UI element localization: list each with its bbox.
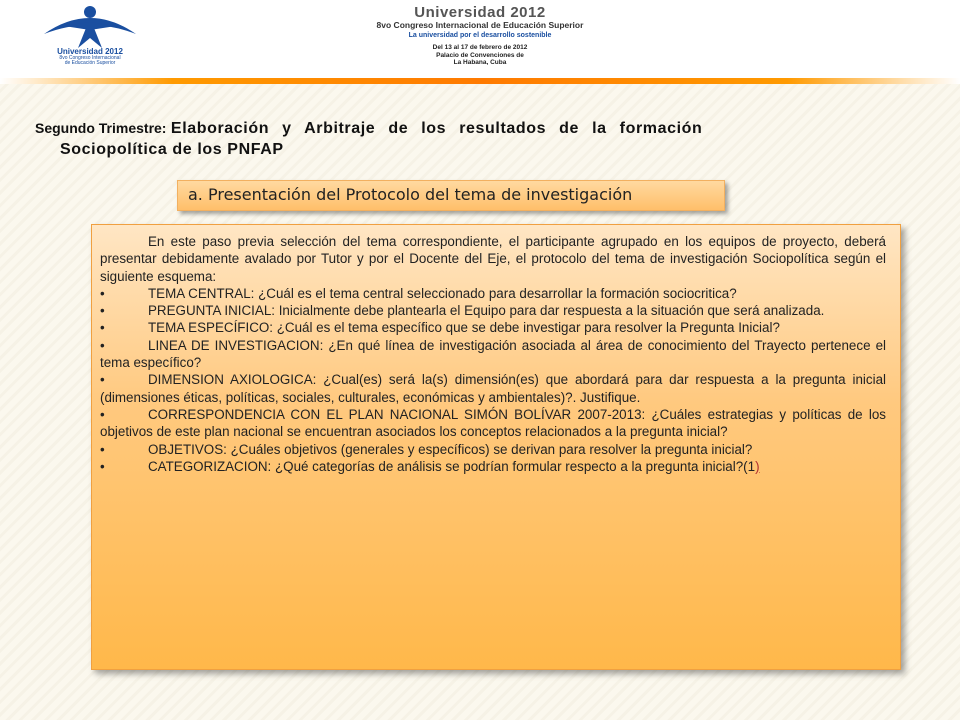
- list-item: [100, 371, 886, 406]
- conference-subtitle: 8vo Congreso Internacional de Educación Superior: [376, 20, 584, 31]
- content-box: [91, 224, 901, 670]
- logo-title: Universidad 2012: [57, 47, 123, 56]
- list-item: [100, 319, 886, 336]
- list-item-text: TEMA CENTRAL: ¿Cuál es el tema central seleccionado para desarrollar la formación sociocritica?: [148, 285, 737, 301]
- conference-title: Universidad 2012: [414, 4, 546, 21]
- bullet-icon: •: [100, 337, 105, 353]
- list-item-text: CATEGORIZACION: ¿Qué categorías de análisis se podrían formular respecto a la pregunta inicial?(1: [148, 458, 756, 474]
- list-item: [100, 337, 886, 372]
- conference-city: La Habana, Cuba: [453, 59, 507, 66]
- heading-lead: Segundo Trimestre:: [35, 120, 167, 136]
- conference-venue: Palacio de Convenciones de: [436, 51, 524, 59]
- list-item-text: OBJETIVOS: ¿Cuáles objetivos (generales y específicos) se derivan para resolver la pregunta inicial?: [148, 441, 753, 457]
- conference-dates: Del 13 al 17 de febrero de 2012: [432, 44, 528, 52]
- list-item: [100, 406, 886, 441]
- bullet-icon: •: [100, 458, 105, 474]
- bullet-icon: •: [100, 285, 105, 301]
- slide-heading: [35, 118, 891, 160]
- conference-info: [330, 4, 630, 66]
- bullet-icon: •: [100, 372, 105, 388]
- bullet-icon: •: [100, 406, 105, 422]
- conference-slogan: La universidad por el desarrollo sostenible: [408, 32, 552, 40]
- list-item: [100, 302, 886, 319]
- bullet-icon: •: [100, 303, 105, 319]
- banner-accent-stripe: [0, 78, 960, 84]
- list-item: [100, 441, 886, 458]
- footnote-link[interactable]: ): [755, 458, 760, 474]
- list-item-text: DIMENSION AXIOLOGICA: ¿Cual(es) será la(s) dimensión(es) que abordará para dar respuesta a la pregunta inicial (dimensiones éticas, políticas, sociales, culturales, económicas y ambientales)?. Justifique.: [100, 372, 886, 405]
- list-item-text: TEMA ESPECÍFICO: ¿Cuál es el tema específico que se debe investigar para resolver la Pregunta Inicial?: [148, 320, 780, 336]
- star-figure-icon: [34, 4, 146, 50]
- list-item-text: PREGUNTA INICIAL: Inicialmente debe plantearla el Equipo para dar respuesta a la situación que será analizada.: [148, 303, 825, 319]
- list-item: [100, 458, 886, 475]
- university-2012-logo: [34, 4, 146, 78]
- logo-subtitle: 8vo Congreso Internacional: [59, 55, 121, 61]
- list-item-text: CORRESPONDENCIA CON EL PLAN NACIONAL SIMÓN BOLÍVAR 2007-2013: ¿Cuáles estrategias y políticas de los objetivos de este plan nacional se encuentran asociados los conceptos relacionados a la pregunta inicial?: [100, 406, 886, 440]
- logo-subtitle: de Educación Superior: [64, 60, 116, 66]
- list-item-text: LINEA DE INVESTIGACION: ¿En qué línea de investigación asociada al área de conocimiento del Trayecto pertenece el tema específico?: [100, 337, 886, 371]
- intro-paragraph: En este paso previa selección del tema correspondiente, el participante agrupado en los equipos de proyecto, deberá presentar debidamente avalado por Tutor y por el Docente del Eje, el protocolo del tema de investigación Sociopolítica según el siguiente esquema:: [100, 234, 886, 284]
- section-subtitle: a. Presentación del Protocolo del tema de investigación: [177, 180, 725, 211]
- heading-line1: Elaboración y Arbitraje de los resultados de la formación: [170, 120, 703, 137]
- bullet-icon: •: [100, 320, 105, 336]
- bullet-icon: •: [100, 441, 105, 457]
- heading-line2: Sociopolítica de los PNFAP: [60, 141, 284, 158]
- header-banner: [0, 0, 960, 82]
- list-item: [100, 285, 886, 302]
